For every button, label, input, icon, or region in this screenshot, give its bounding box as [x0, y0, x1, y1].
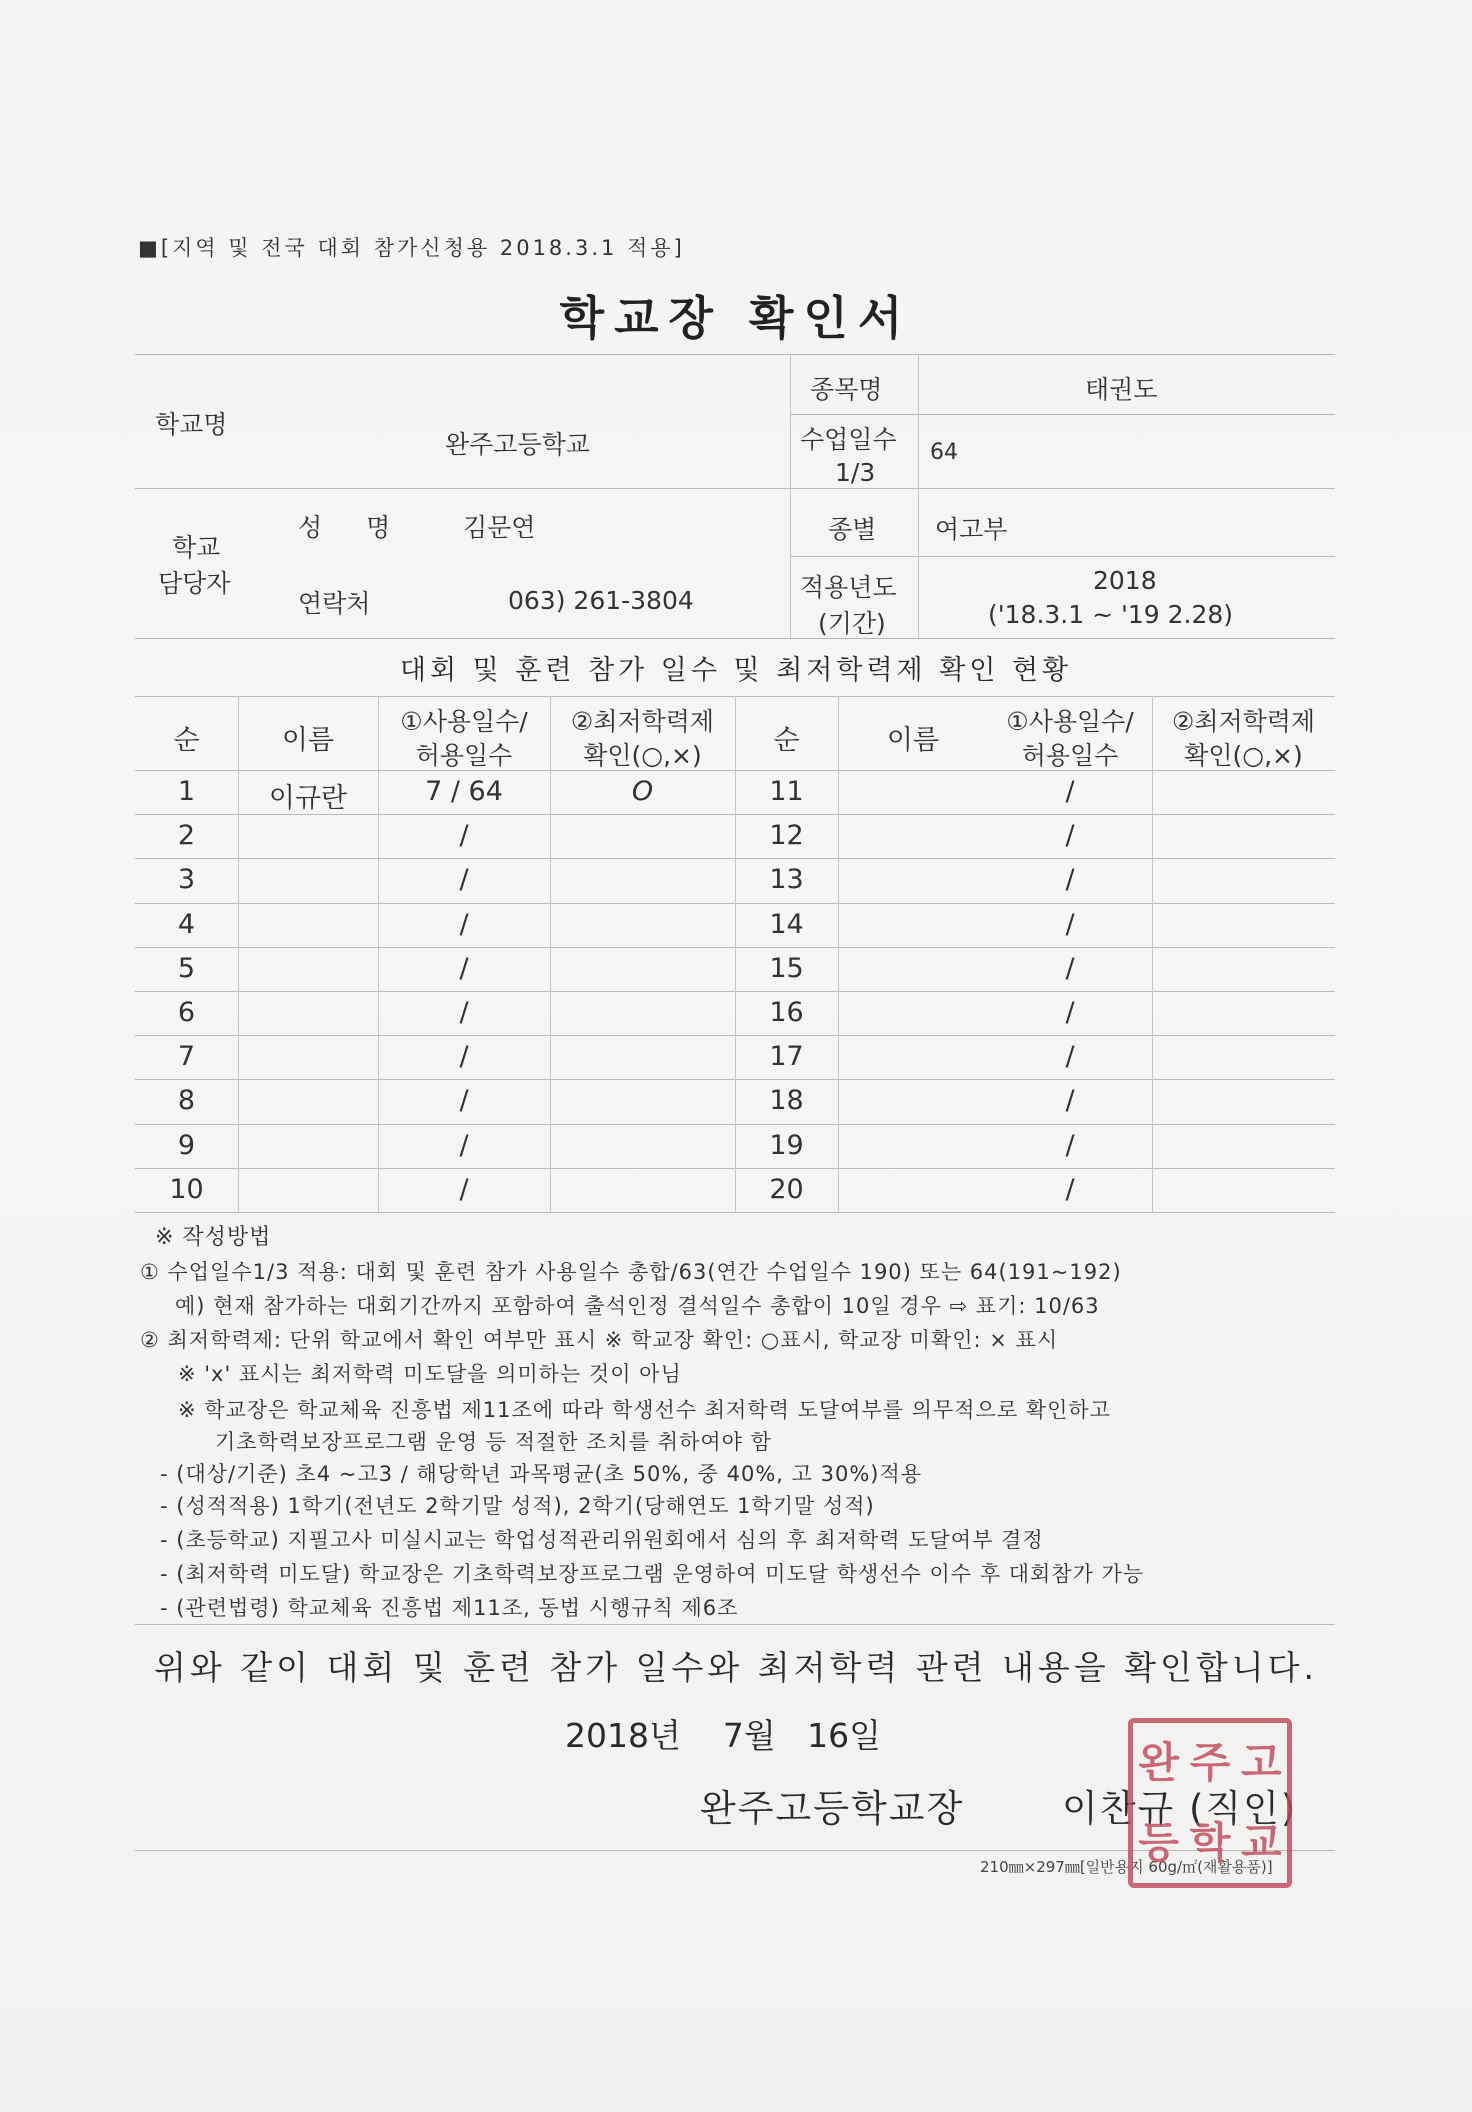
status-row-line	[135, 1212, 1335, 1213]
school-name-label: 학교명	[155, 410, 228, 439]
application-type-note: ■[지역 및 전국 대회 참가신청용 2018.3.1 적용]	[138, 236, 685, 260]
status-cell-days: /	[1065, 864, 1075, 896]
status-cell-no: 4	[177, 908, 196, 940]
status-cell-name: 이규란	[268, 783, 348, 814]
paper-spec: 210㎜×297㎜[일반용지 60g/㎡(재활용품)]	[980, 1858, 1273, 1876]
header-no: 순	[173, 725, 200, 756]
note-line: 예) 현재 참가하는 대회기간까지 포함하여 출석인정 결석일수 총합이 10일 경우 ⇨ 표기: 10/63	[175, 1294, 1100, 1318]
status-table-divider	[1152, 696, 1153, 1212]
status-table-divider	[550, 696, 551, 1212]
status-cell-days: /	[1065, 776, 1075, 807]
event-value: 태권도	[1085, 375, 1158, 404]
status-cell-no: 3	[177, 864, 196, 896]
contact-value: 063) 261-3804	[508, 586, 694, 615]
class-days-value: 64	[930, 440, 958, 465]
status-cell-no: 19	[769, 1129, 804, 1161]
status-cell-days: 7 / 64	[425, 776, 503, 807]
person-name-label: 성 명	[298, 513, 409, 542]
seal-char: 등	[1138, 1818, 1179, 1867]
info-table-bottom-border	[135, 638, 1335, 639]
status-cell-days: /	[1065, 1129, 1075, 1161]
note-line: - (대상/기준) 초4 ~고3 / 해당학년 과목평균(초 50%, 중 40%, 고 30%)적용	[160, 1462, 923, 1486]
note-line: 기초학력보장프로그램 운영 등 적절한 조치를 취하여야 함	[215, 1430, 772, 1454]
header-min-check-2: 확인(○,×)	[1184, 741, 1303, 770]
status-cell-days: /	[1065, 820, 1075, 852]
note-line: - (최저학력 미도달) 학교장은 기초학력보장프로그램 운영하여 미도달 학생선수 이수 후 대회참가 가능	[160, 1562, 1145, 1586]
issue-date: 2018년 7월 16일	[565, 1716, 882, 1755]
status-cell-no: 16	[769, 997, 804, 1028]
header-no-2: 순	[773, 725, 800, 756]
status-cell-no: 1	[177, 776, 196, 807]
status-cell-no: 10	[169, 1173, 204, 1205]
manager-label-2: 담당자	[158, 569, 231, 598]
status-table-divider	[838, 696, 839, 1212]
status-cell-days: /	[459, 908, 469, 940]
school-name-value: 완주고등학교	[445, 430, 590, 459]
info-table-line	[135, 488, 1335, 489]
header-min-check: 확인(○,×)	[583, 741, 702, 770]
header-name-2: 이름	[886, 725, 940, 756]
status-cell-days: /	[1065, 997, 1075, 1028]
status-cell-days: /	[459, 952, 469, 984]
status-cell-days: /	[459, 1041, 469, 1073]
status-cell-days: /	[459, 997, 469, 1028]
status-cell-no: 8	[177, 1085, 196, 1117]
note-line: - (관련법령) 학교체육 진흥법 제11조, 동법 시행규칙 제6조	[160, 1596, 739, 1620]
category-value: 여고부	[935, 515, 1008, 544]
status-cell-days: /	[1065, 1085, 1075, 1117]
status-cell-no: 15	[769, 952, 804, 984]
header-name: 이름	[281, 725, 335, 756]
apply-year-value: 2018	[1093, 566, 1157, 595]
header-allowed-days-2: 허용일수	[1021, 741, 1119, 770]
event-label: 종목명	[810, 375, 883, 404]
seal-char: 고	[1241, 1738, 1282, 1787]
header-min-academic-2: ②최저학력제	[1171, 707, 1316, 736]
status-cell-no: 6	[177, 997, 196, 1028]
info-table-divider	[790, 354, 791, 638]
apply-period-label: (기간)	[818, 609, 886, 638]
official-seal-icon	[1128, 1718, 1292, 1888]
seal-char: 완	[1138, 1738, 1179, 1787]
info-table-top-border	[135, 354, 1335, 355]
note-line: - (초등학교) 지필고사 미실시교는 학업성적관리위원회에서 심의 후 최저학력 도달여부 결정	[160, 1528, 1044, 1552]
apply-year-label: 적용년도	[800, 573, 897, 602]
header-min-academic: ②최저학력제	[570, 707, 715, 736]
header-used-days: ①사용일수/	[400, 707, 528, 736]
status-cell-days: /	[459, 1085, 469, 1117]
note-line: ※ 학교장은 학교체육 진흥법 제11조에 따라 학생선수 최저학력 도달여부를 의무적으로 확인하고	[178, 1398, 1111, 1422]
seal-char: 주	[1189, 1738, 1231, 1787]
status-cell-min: O	[631, 776, 654, 807]
status-cell-no: 2	[177, 820, 196, 852]
document-title: 학교장 확인서	[559, 291, 913, 345]
status-cell-days: /	[459, 1173, 469, 1205]
confirmation-statement: 위와 같이 대회 및 훈련 참가 일수와 최저학력 관련 내용을 확인합니다.	[154, 1648, 1318, 1687]
note-line: - (성적적용) 1학기(전년도 2학기말 성적), 2학기(당해연도 1학기말 성적)	[160, 1494, 875, 1518]
status-cell-no: 7	[177, 1041, 196, 1073]
seal-char: 학	[1189, 1818, 1231, 1867]
class-days-label: 수업일수	[800, 425, 897, 454]
contact-label: 연락처	[298, 589, 371, 618]
status-section-title: 대회 및 훈련 참가 일수 및 최저학력제 확인 현황	[399, 655, 1073, 686]
info-table-divider	[918, 354, 919, 638]
header-allowed-days: 허용일수	[415, 741, 513, 770]
status-cell-days: /	[1065, 952, 1075, 984]
note-line: ② 최저학력제: 단위 학교에서 확인 여부만 표시 ※ 학교장 확인: ○표시, 학교장 미확인: × 표시	[140, 1328, 1059, 1352]
status-table-divider	[238, 696, 239, 1212]
status-cell-days: /	[1065, 1041, 1075, 1073]
status-cell-no: 12	[769, 820, 804, 852]
info-table-line	[790, 556, 1335, 557]
status-cell-days: /	[459, 1129, 469, 1161]
apply-period-value: ('18.3.1 ~ '19 2.28)	[988, 600, 1234, 629]
status-cell-no: 14	[769, 908, 804, 940]
notes-heading: ※ 작성방법	[155, 1225, 272, 1250]
status-cell-no: 11	[769, 776, 804, 807]
status-cell-no: 17	[769, 1041, 804, 1073]
status-cell-days: /	[1065, 908, 1075, 940]
status-cell-no: 9	[177, 1129, 196, 1161]
note-line: ① 수업일수1/3 적용: 대회 및 훈련 참가 사용일수 총합/63(연간 수업일수 190) 또는 64(191~192)	[140, 1260, 1122, 1284]
status-cell-days: /	[459, 820, 469, 852]
principal-signature: 이찬규 (직인)	[1062, 1787, 1298, 1830]
person-name-value: 김문연	[463, 513, 536, 542]
school-principal-title: 완주고등학교장	[700, 1787, 965, 1830]
status-cell-days: /	[459, 864, 469, 896]
status-cell-no: 13	[769, 864, 804, 896]
status-cell-days: /	[1065, 1173, 1075, 1205]
header-used-days-2: ①사용일수/	[1006, 707, 1134, 736]
status-cell-no: 18	[769, 1085, 804, 1117]
notes-bottom-border	[135, 1624, 1335, 1625]
status-cell-no: 20	[769, 1173, 804, 1205]
seal-char: 교	[1241, 1818, 1282, 1867]
class-days-fraction-label: 1/3	[835, 458, 876, 487]
status-cell-no: 5	[177, 952, 196, 984]
info-table-line	[790, 414, 1335, 415]
manager-label: 학교	[172, 533, 221, 562]
category-label: 종별	[828, 515, 877, 544]
note-line: ※ 'x' 표시는 최저학력 미도달을 의미하는 것이 아님	[178, 1362, 682, 1386]
